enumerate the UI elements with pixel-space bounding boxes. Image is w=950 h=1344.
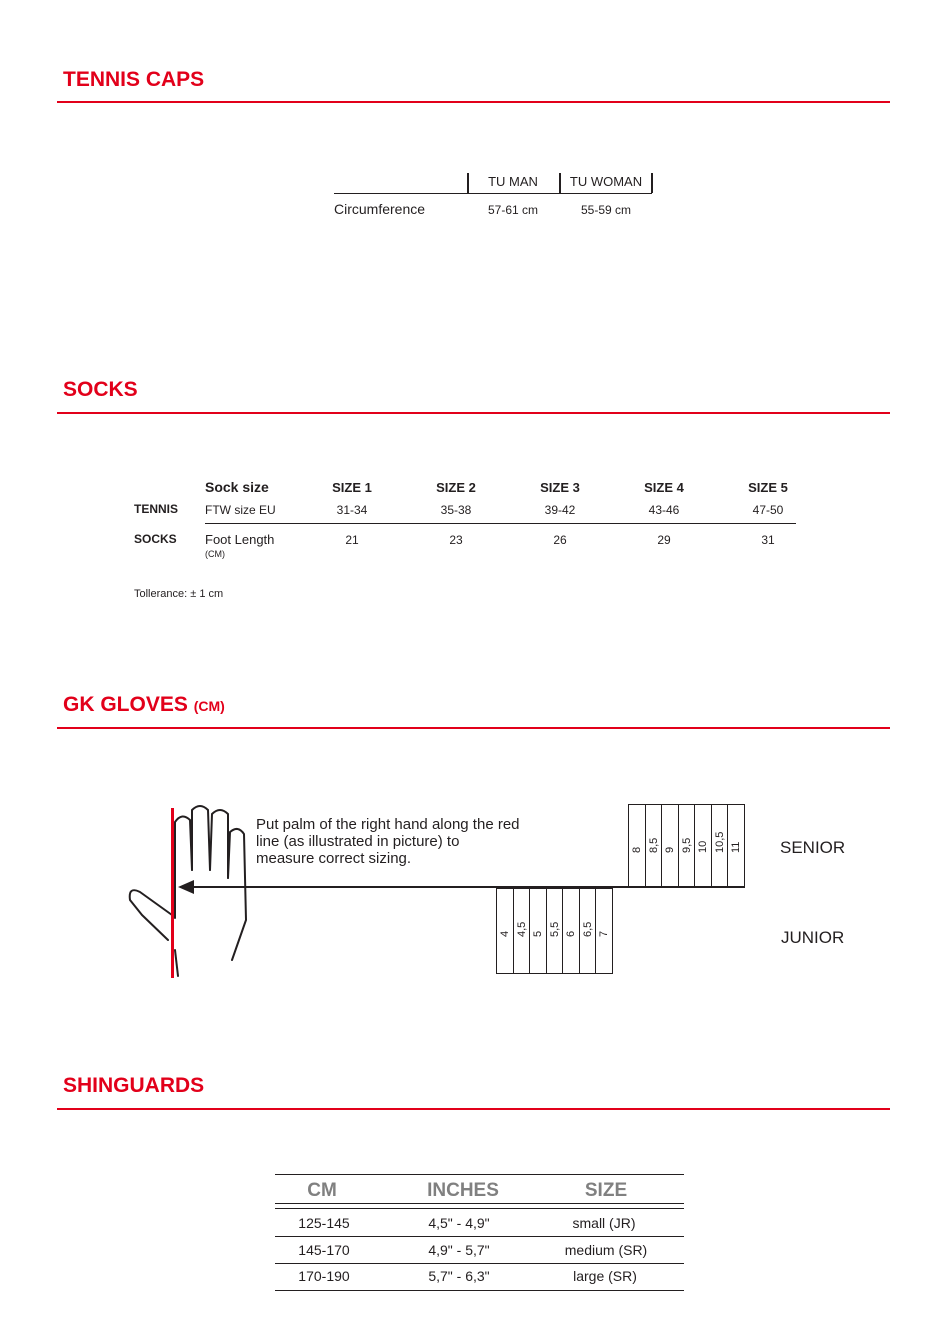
senior-label: SENIOR	[780, 838, 846, 857]
senior-size-box	[727, 804, 745, 888]
shin-bottom-rule	[275, 1290, 684, 1291]
shin-cell: 5,7" - 6,3"	[428, 1268, 490, 1284]
senior-size-number: 11	[730, 841, 742, 853]
gloves-instruction-line: line (as illustrated in picture) to	[256, 833, 460, 850]
senior-size-number: 10,5	[713, 831, 726, 853]
socks-foot-value: 23	[449, 533, 463, 547]
senior-size-number: 9,5	[680, 837, 693, 853]
shinguards-rule	[57, 1108, 890, 1110]
shinguards-title: SHINGUARDS	[63, 1074, 205, 1097]
gk-gloves-rule	[57, 727, 890, 729]
caps-header-rule	[334, 193, 652, 194]
socks-size-header: SIZE 5	[748, 480, 788, 495]
socks-foot-value: 31	[761, 533, 775, 547]
gk-gloves-title	[63, 693, 225, 717]
junior-size-box	[579, 888, 597, 974]
socks-row2-group: SOCKS	[134, 532, 177, 546]
shin-cell: 170-190	[298, 1268, 350, 1284]
tennis-caps-rule	[57, 101, 890, 103]
senior-size-box	[694, 804, 712, 888]
shin-cell: medium (SR)	[564, 1242, 648, 1258]
socks-foot-value: 29	[657, 533, 671, 547]
shin-header-rule	[275, 1203, 684, 1204]
junior-size-number: 5,5	[548, 921, 561, 937]
socks-rule	[57, 412, 890, 414]
socks-row1-group: TENNIS	[134, 502, 179, 516]
shin-header-size: SIZE	[584, 1180, 628, 1201]
junior-size-number: 5	[532, 930, 544, 937]
junior-size-number: 4	[499, 930, 511, 937]
junior-size-box	[513, 888, 531, 974]
shin-cell: 4,5" - 4,9"	[428, 1215, 490, 1231]
senior-size-box	[661, 804, 679, 888]
shin-cell: large (SR)	[573, 1268, 637, 1284]
junior-size-number: 7	[598, 930, 610, 937]
socks-ftw-value: 35-38	[440, 503, 472, 517]
gloves-instruction-line: Put palm of the right hand along the red	[256, 816, 520, 833]
senior-size-box	[678, 804, 696, 888]
socks-header-label: Sock size	[205, 479, 269, 495]
caps-col-woman: TU WOMAN	[569, 174, 643, 189]
senior-size-number: 8	[631, 846, 643, 853]
socks-size-header: SIZE 3	[540, 480, 580, 495]
caps-divider	[651, 173, 653, 193]
shin-row-rule	[275, 1236, 684, 1237]
senior-size-box	[711, 804, 729, 888]
caps-col-man: TU MAN	[488, 174, 538, 189]
socks-row2-unit: (CM)	[205, 549, 225, 559]
caps-woman-value: 55-59 cm	[580, 203, 632, 217]
shin-cell: 125-145	[298, 1215, 350, 1231]
shin-header-cm: CM	[307, 1180, 337, 1201]
junior-size-number: 6	[565, 930, 577, 937]
junior-size-box	[529, 888, 547, 974]
shin-header-rule	[275, 1208, 684, 1209]
junior-size-number: 6,5	[581, 921, 594, 937]
senior-size-number: 10	[697, 840, 709, 853]
junior-size-number: 4,5	[515, 921, 528, 937]
socks-foot-value: 26	[553, 533, 567, 547]
socks-ftw-value: 39-42	[544, 503, 576, 517]
junior-size-box	[562, 888, 580, 974]
socks-tolerance: Tollerance: ± 1 cm	[134, 588, 224, 600]
arrow-head-icon	[176, 878, 194, 896]
shin-top-rule	[275, 1174, 684, 1175]
senior-size-number: 8,5	[647, 837, 660, 853]
junior-size-box	[496, 888, 514, 974]
caps-divider	[559, 173, 561, 193]
tennis-caps-title: TENNIS CAPS	[63, 68, 205, 91]
gloves-instruction-line: measure correct sizing.	[256, 850, 412, 867]
gk-gloves-title-unit: (CM)	[193, 698, 225, 714]
red-measure-line	[171, 808, 174, 978]
senior-size-box	[645, 804, 663, 888]
gloves-instruction	[256, 816, 520, 867]
socks-ftw-value: 31-34	[336, 503, 368, 517]
caps-row-label: Circumference	[334, 201, 426, 217]
shin-row-rule	[275, 1263, 684, 1264]
gk-gloves-title-text: GK GLOVES	[63, 693, 188, 716]
socks-foot-value: 21	[345, 533, 359, 547]
socks-ftw-value: 43-46	[648, 503, 680, 517]
shin-cell: 145-170	[298, 1242, 350, 1258]
senior-size-box	[628, 804, 646, 888]
socks-row-rule	[205, 523, 796, 524]
socks-title: SOCKS	[63, 378, 138, 401]
junior-size-box	[546, 888, 564, 974]
shin-cell: small (JR)	[572, 1215, 636, 1231]
socks-row1-label: FTW size EU	[205, 503, 276, 517]
junior-size-box	[595, 888, 613, 974]
caps-man-value: 57-61 cm	[487, 203, 539, 217]
caps-divider	[467, 173, 469, 193]
senior-size-number: 9	[664, 846, 676, 853]
socks-size-header: SIZE 2	[436, 480, 476, 495]
socks-size-header: SIZE 4	[644, 480, 684, 495]
socks-row2-label: Foot Length	[205, 532, 275, 547]
junior-label: JUNIOR	[781, 928, 845, 947]
shin-cell: 4,9" - 5,7"	[428, 1242, 490, 1258]
socks-size-header: SIZE 1	[332, 480, 372, 495]
socks-ftw-value: 47-50	[752, 503, 784, 517]
shin-header-inches: INCHES	[427, 1180, 499, 1201]
